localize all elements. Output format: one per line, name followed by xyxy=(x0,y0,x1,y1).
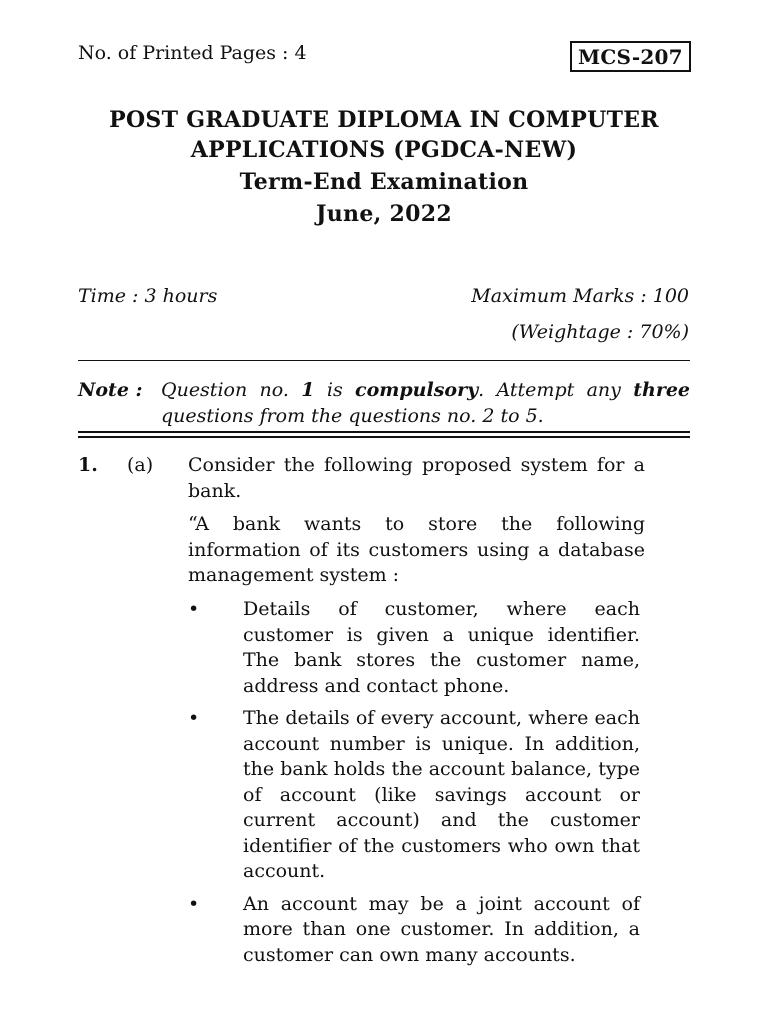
maximum-marks: Maximum Marks : 100 xyxy=(471,285,689,307)
bullet-icon: • xyxy=(188,892,200,915)
question-scenario: “A bank wants to store the following information of its customers using a database management system : xyxy=(188,513,645,586)
programme-title-line2: APPLICATIONS (PGDCA-NEW) xyxy=(190,137,578,163)
divider-double-lower xyxy=(78,436,690,438)
list-item xyxy=(188,892,640,969)
note-text-part: is xyxy=(314,379,356,401)
question-number: 1. xyxy=(78,454,98,476)
programme-title-line1: POST GRADUATE DIPLOMA IN COMPUTER xyxy=(109,107,659,133)
note-question-number: 1 xyxy=(301,379,315,401)
paper-code-box: MCS-207 xyxy=(570,41,691,72)
printed-pages-count: No. of Printed Pages : 4 xyxy=(78,42,307,64)
exam-session: June, 2022 xyxy=(316,201,452,227)
note-text-part: questions from the questions no. 2 to 5. xyxy=(161,405,544,427)
divider-double-upper xyxy=(78,431,690,433)
weightage: (Weightage : 70%) xyxy=(511,321,689,343)
note-compulsory: compulsory xyxy=(355,379,479,401)
divider-top xyxy=(78,360,690,361)
note-three: three xyxy=(633,379,691,401)
question-intro: Consider the following proposed system for a bank. xyxy=(188,454,645,502)
list-item-text: The details of every account, where each account number is unique. In addition, the bank holds the account balance, type of account (like savings account or current account) and the customer identifier of the customers who own that account. xyxy=(243,707,640,882)
note-label: Note : xyxy=(78,379,143,401)
list-item xyxy=(188,706,640,885)
note-text-part: Question no. xyxy=(161,379,302,401)
note-text xyxy=(161,377,690,429)
list-item-text: Details of customer, where each customer is given a unique identifier. The bank stores the customer name, address and contact phone. xyxy=(243,598,640,697)
requirements-list xyxy=(188,597,640,975)
list-item-text: An account may be a joint account of more than one customer. In addition, a customer can own many accounts. xyxy=(243,892,640,966)
bullet-icon: • xyxy=(188,598,200,620)
exam-title: Term-End Examination xyxy=(239,169,529,195)
question-part-label: (a) xyxy=(127,454,154,476)
bullet-icon: • xyxy=(188,707,200,729)
note-text-part: . Attempt any xyxy=(478,379,634,401)
list-item xyxy=(188,597,640,699)
instructions-note xyxy=(78,377,690,429)
time-allowed: Time : 3 hours xyxy=(78,285,218,307)
